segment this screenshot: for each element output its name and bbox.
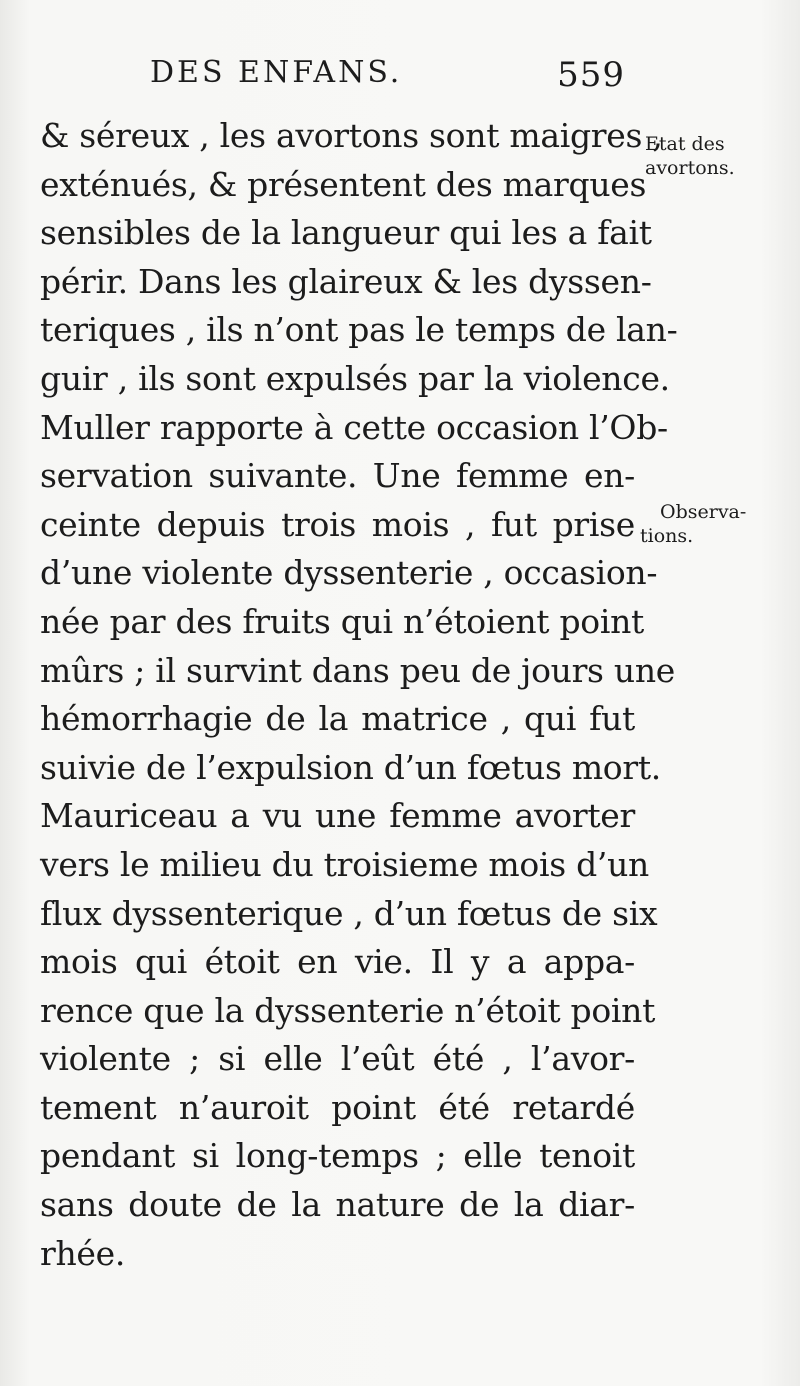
text-line: vers le milieu du troisieme mois d’un bbox=[40, 844, 649, 884]
margin-note-line: Etat des bbox=[645, 133, 725, 155]
margin-note-line: tions. bbox=[640, 525, 694, 547]
text-line: teriques , ils n’ont pas le temps de lan- bbox=[40, 310, 678, 350]
body-text bbox=[40, 112, 678, 1278]
page-number: 559 bbox=[557, 55, 625, 95]
text-line: suivie de l’expulsion d’un fœtus mort. bbox=[40, 747, 661, 787]
text-line: mois qui étoit en vie. Il y a appa- bbox=[40, 942, 635, 982]
text-line: exténués, & présentent des marques bbox=[40, 164, 647, 204]
margin-note-line: Observa- bbox=[660, 501, 747, 523]
text-line: sensibles de la langueur qui les a fait bbox=[40, 213, 652, 253]
text-line: sans doute de la nature de la diar- bbox=[40, 1185, 635, 1225]
text-line: flux dyssenterique , d’un fœtus de six bbox=[40, 893, 658, 933]
text-line: tement n’auroit point été retardé bbox=[40, 1087, 635, 1127]
text-line: ceinte depuis trois mois , fut prise bbox=[40, 504, 635, 544]
text-line: & séreux , les avortons sont maigres , bbox=[40, 116, 663, 155]
text-line: Mauriceau a vu une femme avorter bbox=[40, 796, 635, 836]
text-line: rhée. bbox=[40, 1233, 126, 1273]
page-header bbox=[150, 55, 625, 105]
text-line: violente ; si elle l’eût été , l’avor- bbox=[40, 1039, 635, 1079]
running-title: DES ENFANS. bbox=[150, 55, 403, 90]
text-line: Muller rapporte à cette occasion l’Ob- bbox=[40, 407, 668, 447]
margin-note-observations bbox=[640, 500, 746, 548]
text-line: périr. Dans les glaireux & les dyssen- bbox=[40, 261, 652, 301]
text-line: hémorrhagie de la matrice , qui fut bbox=[40, 699, 635, 739]
text-line: guir , ils sont expulsés par la violence. bbox=[40, 358, 670, 398]
margin-note-etat bbox=[645, 132, 735, 180]
text-line: mûrs ; il survint dans peu de jours une bbox=[40, 650, 676, 690]
text-line: rence que la dyssenterie n’étoit point bbox=[40, 990, 656, 1030]
text-line: servation suivante. Une femme en- bbox=[40, 456, 635, 496]
margin-note-line: avortons. bbox=[645, 157, 735, 179]
text-line: d’une violente dyssenterie , occasion- bbox=[40, 553, 658, 593]
text-line: pendant si long-temps ; elle tenoit bbox=[40, 1136, 635, 1176]
text-line: née par des fruits qui n’étoient point bbox=[40, 601, 644, 641]
